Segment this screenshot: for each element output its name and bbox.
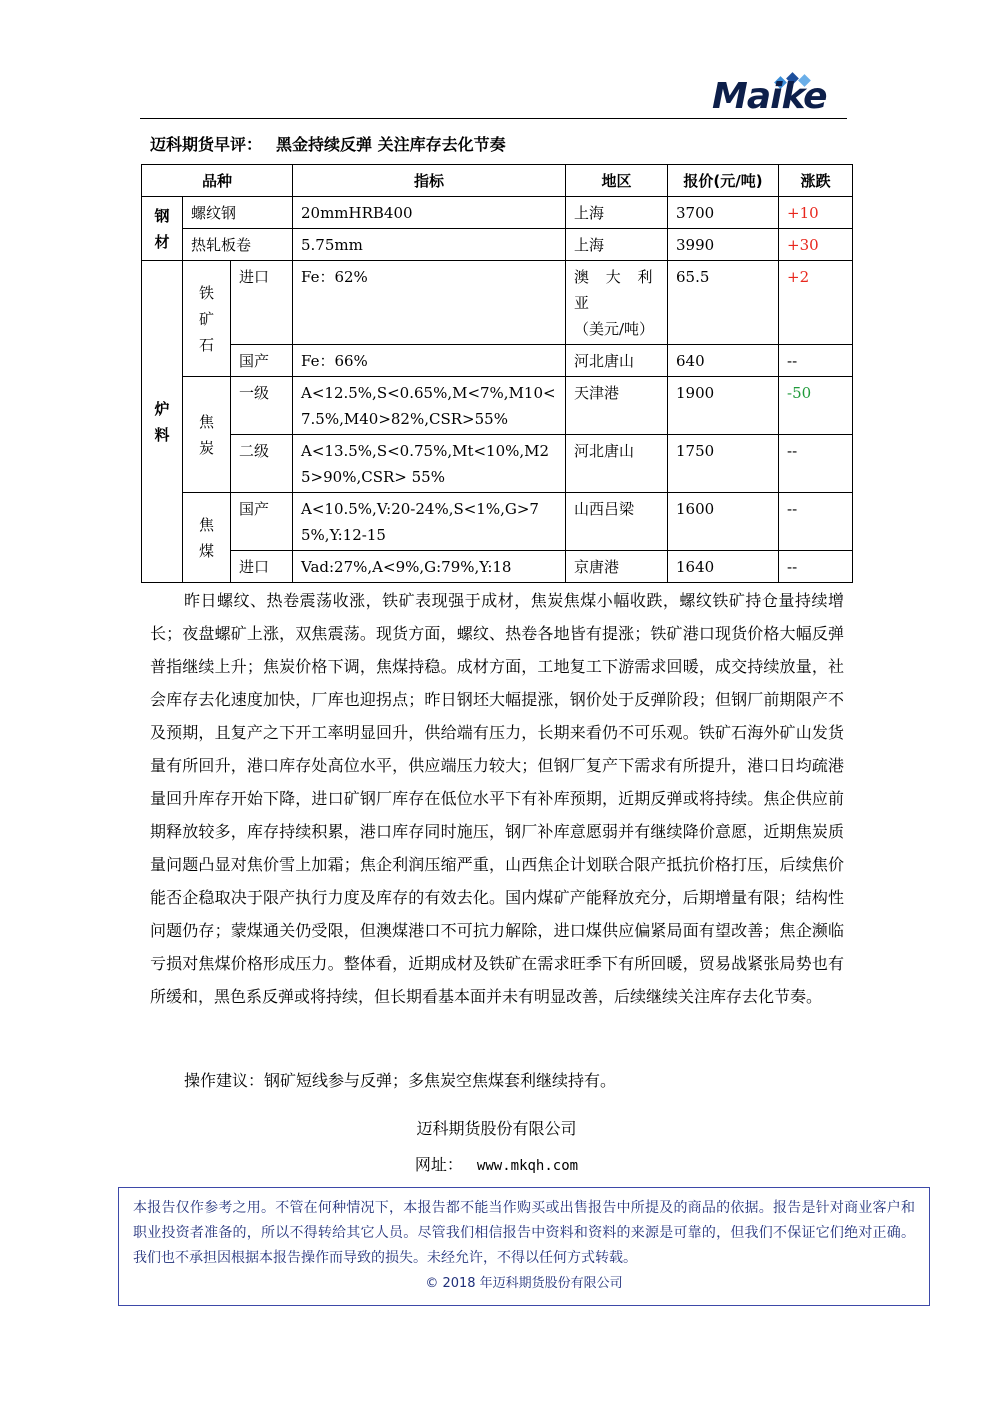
header-variety: 品种: [142, 165, 293, 197]
company-logo: [712, 70, 852, 120]
type-cell: 进口: [231, 261, 293, 345]
page-title: [150, 132, 506, 155]
price-cell: 1600: [668, 493, 779, 551]
header-divider: [140, 118, 847, 119]
indicator-cell: Fe：66%: [293, 345, 566, 377]
type-cell: 国产: [231, 493, 293, 551]
price-cell: 1640: [668, 551, 779, 583]
disclaimer-box: [118, 1187, 930, 1306]
region-cell: 天津港: [566, 377, 668, 435]
company-name: 迈科期货股份有限公司: [416, 1119, 577, 1138]
change-cell: --: [779, 345, 853, 377]
table-row: [142, 551, 853, 583]
table-header-row: [142, 165, 853, 197]
website-url[interactable]: www.mkqh.com: [476, 1158, 579, 1174]
region-cell: 河北唐山: [566, 345, 668, 377]
region-cell: 澳 大 利 亚 （美元/吨）: [566, 261, 668, 345]
indicator-cell: A<10.5%,V:20-24%,S<1%,G>75%,Y:12-15: [293, 493, 566, 551]
change-cell: --: [779, 435, 853, 493]
price-table: [141, 164, 853, 583]
table-row: [142, 345, 853, 377]
region-cell: 京唐港: [566, 551, 668, 583]
region-cell: 上海: [566, 197, 668, 229]
header-region: 地区: [566, 165, 668, 197]
change-cell: -50: [779, 377, 853, 435]
disclaimer-text: 本报告仅作参考之用。不管在何种情况下，本报告都不能当作购买或出售报告中所提及的商品的依据。报告是针对商业客户和职业投资者准备的，所以不得转给其它人员。尽管我们相信报告中资料和资料的来源是可靠的，但我们不保证它们绝对正确。我们也不承担因根据本报告操作而导致的损失。未经允许，不得以任何方式转载。: [133, 1200, 915, 1266]
price-cell: 1750: [668, 435, 779, 493]
indicator-cell: 20mmHRB400: [293, 197, 566, 229]
table-row: [142, 377, 853, 435]
region-cell: 河北唐山: [566, 435, 668, 493]
header-indicator: 指标: [293, 165, 566, 197]
analysis-paragraph: 昨日螺纹、热卷震荡收涨，铁矿表现强于成材，焦炭焦煤小幅收跌，螺纹铁矿持仓量持续增长；夜盘螺矿上涨，双焦震荡。现货方面，螺纹、热卷各地皆有提涨；铁矿港口现货价格大幅反弹普指继续上升；焦炭价格下调，焦煤持稳。成材方面，工地复工下游需求回暖，成交持续放量，社会库存去化速度加快，厂库也迎拐点；昨日钢坯大幅提涨，钢价处于反弹阶段；但钢厂前期限产不及预期，且复产之下开工率明显回升，供给端有压力，长期来看仍不可乐观。铁矿石海外矿山发货量有所回升，港口库存处高位水平，供应端压力较大；但钢厂复产下需求有所提升，港口日均疏港量回升库存开始下降，进口矿钢厂库存在低位水平下有补库预期，近期反弹或将持续。焦企供应前期释放较多，库存持续积累，港口库存同时施压，钢厂补库意愿弱并有继续降价意愿，近期焦炭质量问题凸显对焦价雪上加霜；焦企利润压缩严重，山西焦企计划联合限产抵抗价格打压，后续焦价能否企稳取决于限产执行力度及库存的有效去化。国内煤矿产能释放充分，后期增量有限；结构性问题仍存；蒙煤通关仍受限，但澳煤港口不可抗力解除，进口煤供应偏紧局面有望改善；焦企濒临亏损对焦煤价格形成压力。整体看，近期成材及铁矿在需求旺季下有所回暖，贸易战紧张局势也有所缓和，黑色系反弹或将持续，但长期看基本面并未有明显改善，后续继续关注库存去化节奏。: [150, 591, 844, 1006]
title-prefix: 迈科期货早评：: [150, 135, 263, 154]
type-cell: 一级: [231, 377, 293, 435]
variety-coking-coal: 焦 煤: [183, 493, 231, 583]
variety-iron-ore: 铁 矿 石: [183, 261, 231, 377]
change-cell: +10: [779, 197, 853, 229]
operation-advice: 操作建议：钢矿短线参与反弹；多焦炭空焦煤套利继续持有。: [184, 1071, 617, 1090]
indicator-cell: 5.75mm: [293, 229, 566, 261]
variety-coke: 焦 炭: [183, 377, 231, 493]
change-cell: +2: [779, 261, 853, 345]
change-cell: --: [779, 551, 853, 583]
price-cell: 640: [668, 345, 779, 377]
price-cell: 3990: [668, 229, 779, 261]
category-steel: 钢 材: [142, 197, 183, 261]
website-label: 网址：: [414, 1155, 463, 1174]
indicator-cell: A<13.5%,S<0.75%,Mt<10%,M25>90%,CSR> 55%: [293, 435, 566, 493]
header-change: 涨跌: [779, 165, 853, 197]
type-cell: 二级: [231, 435, 293, 493]
table-row: [142, 229, 853, 261]
indicator-cell: Vad:27%,A<9%,G:79%,Y:18: [293, 551, 566, 583]
logo-text: Maike: [712, 76, 827, 117]
title-headline: 黑金持续反弹 关注库存去化节奏: [276, 135, 506, 154]
table-row: [142, 197, 853, 229]
variety-name: 热轧板卷: [183, 229, 293, 261]
table-row: [142, 435, 853, 493]
variety-name: 螺纹钢: [183, 197, 293, 229]
header-price: 报价(元/吨): [668, 165, 779, 197]
price-cell: 3700: [668, 197, 779, 229]
change-cell: +30: [779, 229, 853, 261]
region-cell: 山西吕梁: [566, 493, 668, 551]
copyright-text: © 2018 年迈科期货股份有限公司: [425, 1276, 623, 1291]
price-cell: 65.5: [668, 261, 779, 345]
type-cell: 国产: [231, 345, 293, 377]
change-cell: --: [779, 493, 853, 551]
table-row: [142, 261, 853, 345]
price-cell: 1900: [668, 377, 779, 435]
category-furnace: 炉 料: [142, 261, 183, 583]
website-line: [0, 1152, 993, 1175]
type-cell: 进口: [231, 551, 293, 583]
region-cell: 上海: [566, 229, 668, 261]
indicator-cell: Fe：62%: [293, 261, 566, 345]
table-row: [142, 493, 853, 551]
indicator-cell: A<12.5%,S<0.65%,M<7%,M10<7.5%,M40>82%,CSR>55%: [293, 377, 566, 435]
